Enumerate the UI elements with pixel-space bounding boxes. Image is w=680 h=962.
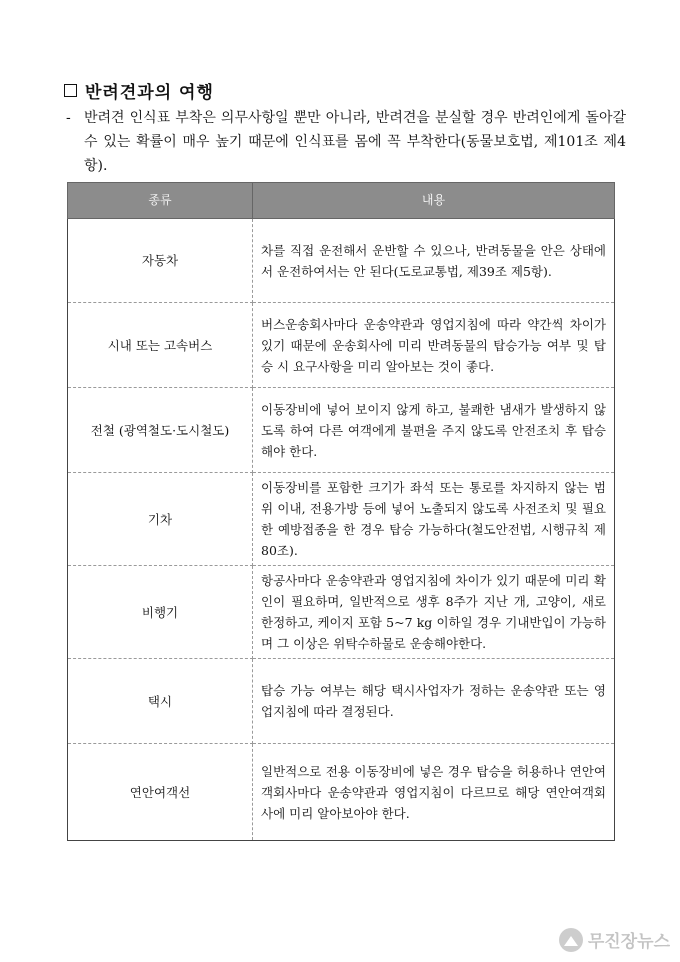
row-kind: 택시 [68,659,253,744]
table-row [68,473,615,566]
intro-paragraph [66,106,626,178]
watermark-text: 무진장뉴스 [587,932,670,952]
row-desc: 이동장비를 포함한 크기가 좌석 또는 통로를 차지하지 않는 범위 이내, 전용가방 등에 넣어 노출되지 않도록 사전조치 및 필요한 예방접종을 한 경우 탑승 가능하다(철도안전법, 시행규칙 제80조). [253,473,615,566]
section-heading [64,78,214,103]
row-kind: 기차 [68,473,253,566]
row-desc: 항공사마다 운송약관과 영업지침에 차이가 있기 때문에 미리 확인이 필요하며, 일반적으로 생후 8주가 지난 개, 고양이, 새로 한정하고, 케이지 포함 5~7 kg 이하일 경우 기내반입이 가능하며 그 이상은 위탁수하물로 운송해야한다. [253,566,615,659]
mountain-logo-icon [559,928,583,952]
row-desc: 탑승 가능 여부는 해당 택시사업자가 정하는 운송약관 또는 영업지침에 따라 결정된다. [253,659,615,744]
row-kind: 비행기 [68,566,253,659]
table-row [68,388,615,473]
row-desc: 차를 직접 운전해서 운반할 수 있으나, 반려동물을 안은 상태에서 운전하여서는 안 된다(도로교통법, 제39조 제5항). [253,219,615,303]
dash-bullet: - [66,110,71,126]
table-row [68,303,615,388]
header-kind: 종류 [68,183,253,219]
intro-text: 반려견 인식표 부착은 의무사항일 뿐만 아니라, 반려견을 분실할 경우 반려인에게 돌아갈 수 있는 확률이 매우 높기 때문에 인식표를 몸에 꼭 부착한다(동물보호법, 제101조 제4항). [84,110,626,174]
table-row [68,566,615,659]
section-title: 반려견과의 여행 [85,83,214,103]
transport-table [67,182,615,841]
row-kind: 자동차 [68,219,253,303]
row-desc: 버스운송회사마다 운송약관과 영업지침에 따라 약간씩 차이가 있기 때문에 운송회사에 미리 반려동물의 탑승가능 여부 및 탑승 시 요구사항을 미리 알아보는 것이 좋다. [253,303,615,388]
row-desc: 일반적으로 전용 이동장비에 넣은 경우 탑승을 허용하나 연안여객회사마다 운송약관과 영업지침이 다르므로 해당 연안여객회사에 미리 알아보아야 한다. [253,744,615,841]
table-header-row [68,183,615,219]
watermark [559,927,670,952]
square-bullet-icon [64,84,77,97]
row-kind: 연안여객선 [68,744,253,841]
row-kind: 시내 또는 고속버스 [68,303,253,388]
row-kind: 전철 (광역철도·도시철도) [68,388,253,473]
header-content: 내용 [253,183,615,219]
table-row [68,219,615,303]
row-desc: 이동장비에 넣어 보이지 않게 하고, 불쾌한 냄새가 발생하지 않도록 하여 다른 여객에게 불편을 주지 않도록 안전조치 후 탑승해야 한다. [253,388,615,473]
table-row [68,659,615,744]
table-row [68,744,615,841]
